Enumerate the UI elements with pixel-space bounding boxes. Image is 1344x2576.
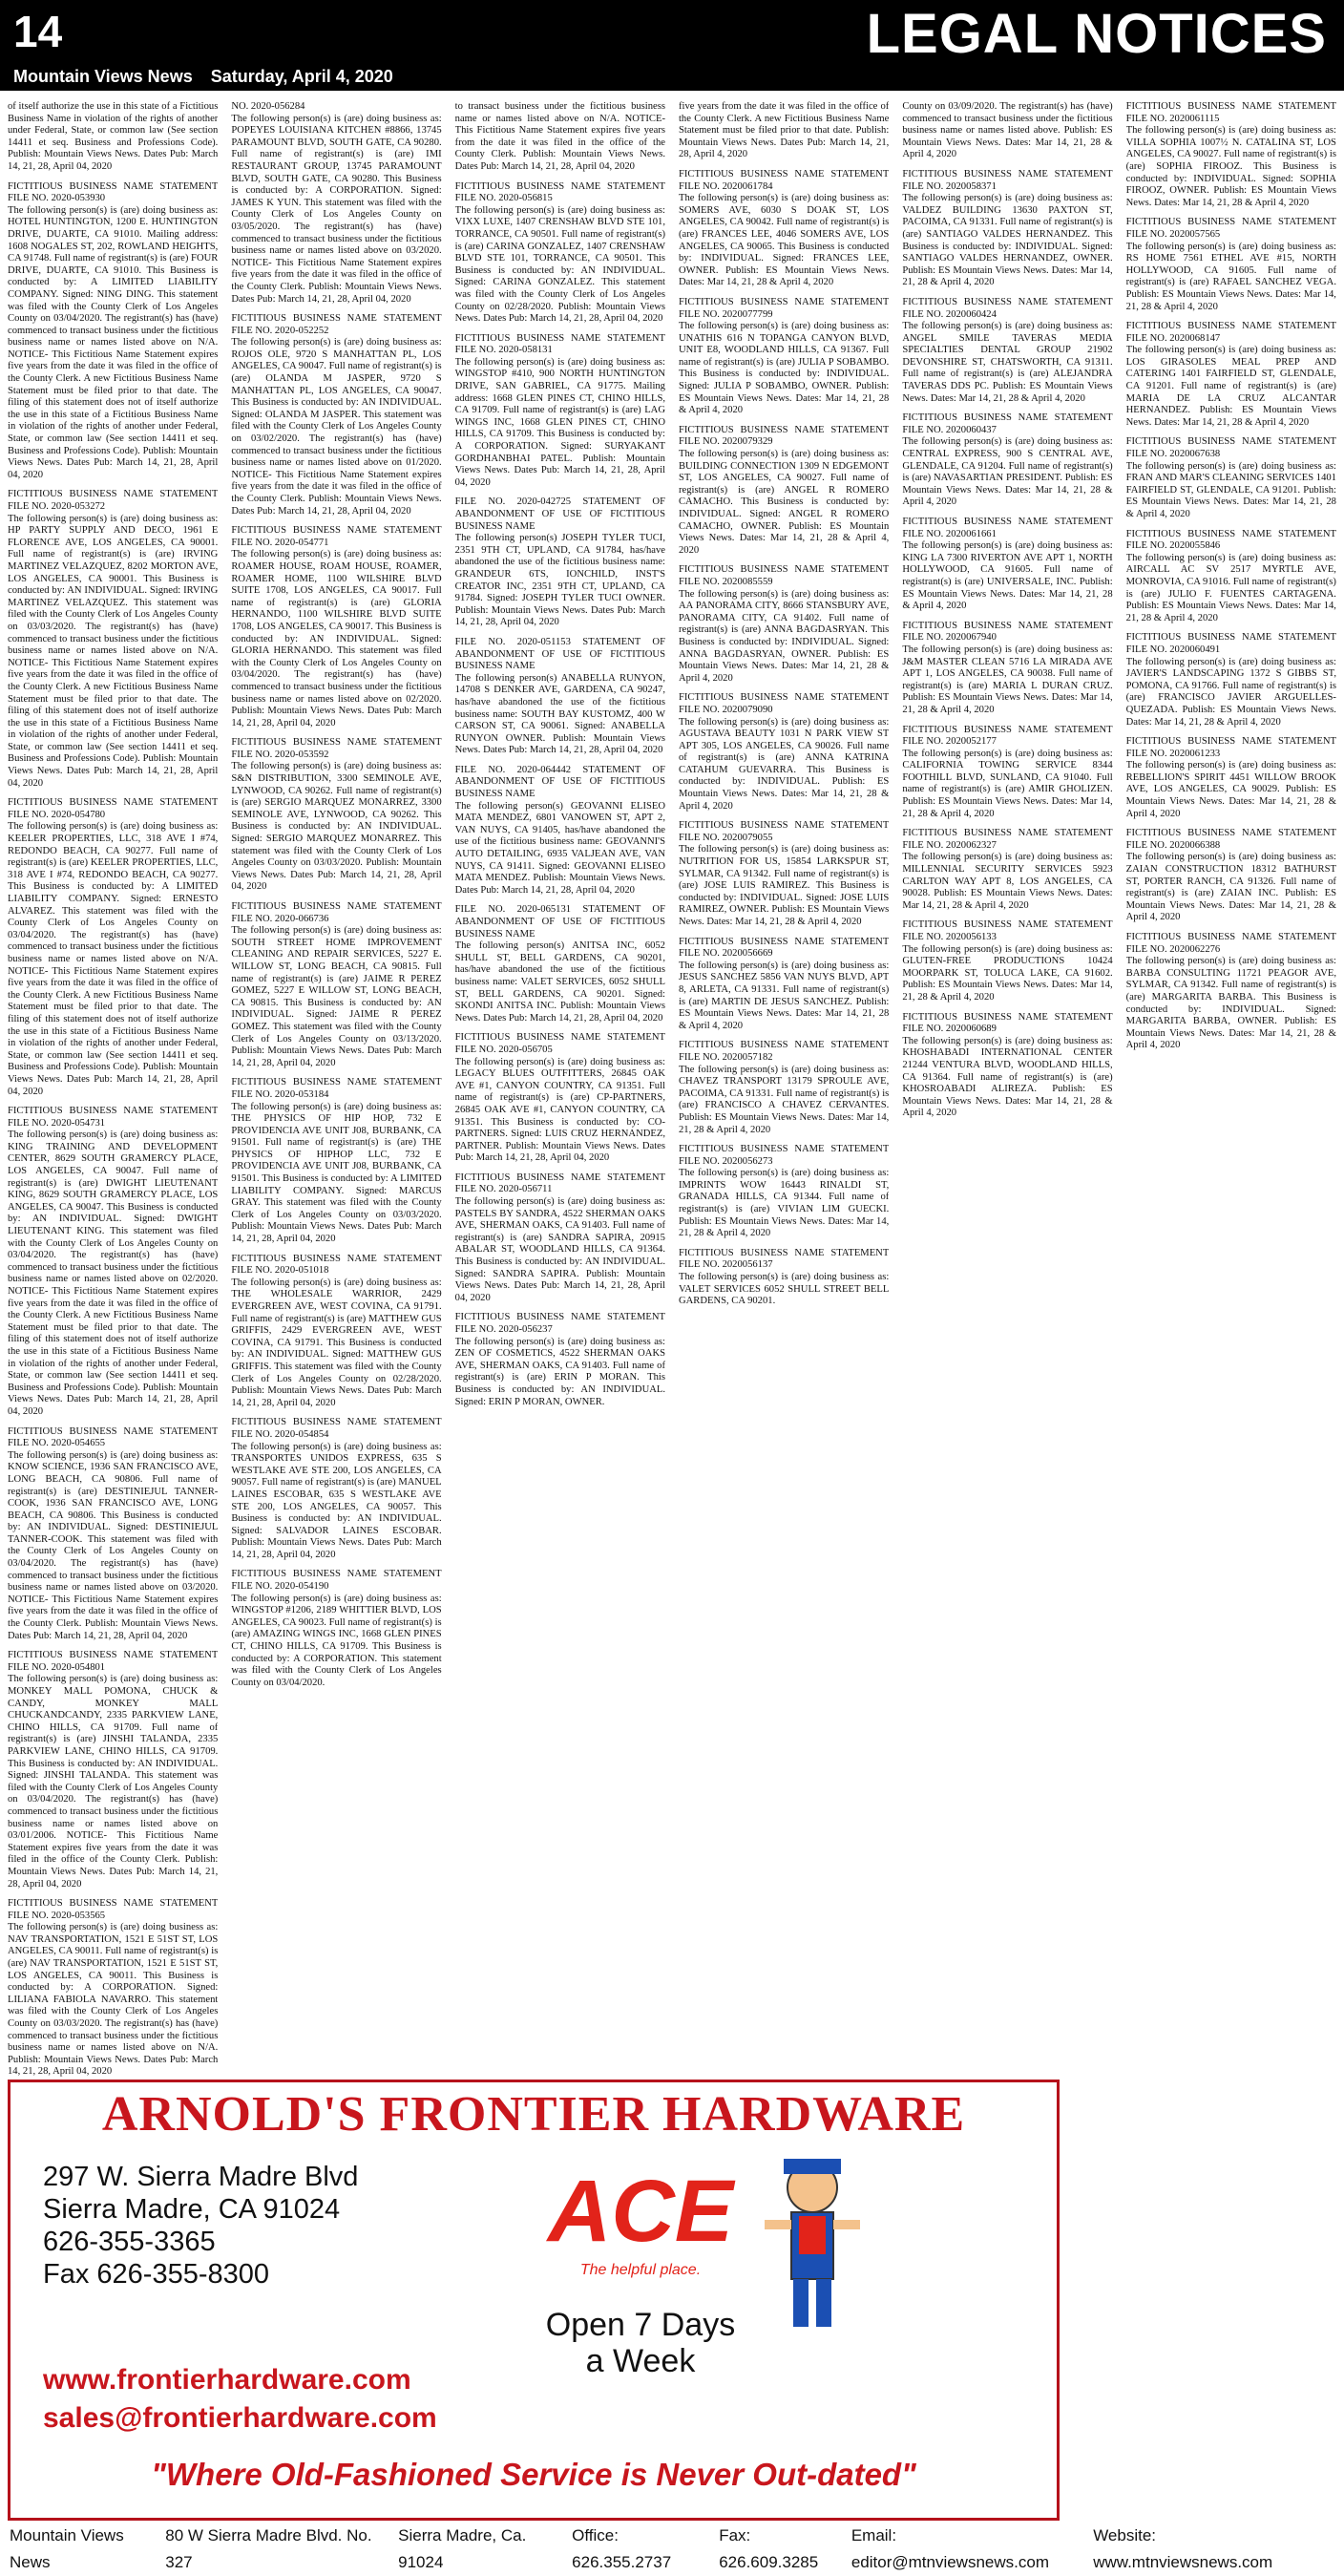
notice-body: The following person(s) is (are) doing business as: FRAN AND MAR'S CLEANING SERVICES 1401 FAIRFIELD ST, GLENDALE, CA 91201. Publish: ES Mountain Views News. Dates: Mar 14, 21, 28 & April 4, 2020 bbox=[1125, 460, 1336, 519]
notice-body: The following person(s) is (are) doing business as: REBELLION'S SPIRIT 4451 WILLOW BROOK AVE, LOS ANGELES, CA 90029. Publish: ES Mountain Views News. Dates: Mar 14, 21, 28 & April 4, 2020 bbox=[1125, 760, 1336, 819]
notice-body: The following person(s) is (are) doing business as: IMPRINTS WOW 16443 RINALDI ST, GRANADA HILLS, CA 91344. Full name of registrant(s) is (are) VIVIAN LIM GUECKI. Publish: ES Mountain Views News. Dates: Mar 14, 21, 28 & April 4, 2020 bbox=[678, 1168, 890, 1239]
notice-title: FICTITIOUS BUSINESS NAME STATEMENT FILE NO. 2020067940 bbox=[902, 620, 1113, 644]
notice-title: FICTITIOUS BUSINESS NAME STATEMENT FILE NO. 2020060437 bbox=[902, 412, 1113, 435]
notice-body: The following person(s) is (are) doing business as: NAV TRANSPORTATION, 1521 E 51ST ST, LOS ANGELES, CA 90011. Full name of registrant(s) is (are) NAV TRANSPORTATION, 1521 E 51ST ST, LOS ANGELES, CA 90011. This Business is conducted by: A CORPORATION. Signed: LILIANA FABIOLA NAVARRO. This statement was filed with the County Clerk of Los Angeles County on 03/03/2020. The registrant(s) has (have) commenced to transact business under the fictitious business name or names listed above on N/A. Publish: Mountain Views News. Dates Pub: March 14, 21, 28, April 04, 2020 bbox=[8, 1922, 219, 2078]
ad-hours bbox=[526, 2307, 755, 2379]
notice-body: The following person(s) is (are) doing business as: UNATHIS 616 N TOPANGA CANYON BLVD, UNIT E8, WOODLAND HILLS, CA 91367. Full name of registrant(s) is (are) JULIA P SOBAMBO. This Business is conducted by: INDIVIDUAL. Signed: JULIA P SOBAMBO, OWNER. Publish: ES Mountain Views News. Dates: Mar 14, 21, 28 & April 4, 2020 bbox=[678, 321, 890, 416]
notice-title: FICTITIOUS BUSINESS NAME STATEMENT FILE NO. 2020079090 bbox=[678, 692, 890, 715]
legal-notice bbox=[902, 297, 1112, 405]
legal-notice bbox=[231, 737, 441, 894]
ad-website-link[interactable]: www.frontierhardware.com bbox=[43, 2364, 411, 2396]
legal-notice bbox=[8, 1106, 218, 1418]
notice-title: FICTITIOUS BUSINESS NAME STATEMENT FILE NO. 2020067638 bbox=[1125, 436, 1336, 460]
notice-body: The following person(s) is (are) doing business as: WINGSTOP #1206, 2189 WHITTIER BLVD, LOS ANGELES, CA 90023. Full name of registrant(s) is (are) AMAZING WINGS INC, 1668 GLEN PINES CT, CHINO HILLS, CA 91709. This Business is conducted by: A CORPORATION. This statement was filed with the County Clerk of Los Angeles County on 03/04/2020. bbox=[231, 1593, 442, 1688]
ad-slogan: "Where Old-Fashioned Service is Never Out-dated" bbox=[151, 2457, 916, 2492]
legal-notice bbox=[679, 1040, 889, 1136]
notice-body: The following person(s) is (are) doing business as: CHAVEZ TRANSPORT 13179 SPROULE AVE, PACOIMA, CA 91331. Full name of registrant(s) is (are) FRANCISCO A CHAVEZ CERVANTES. Publish: ES Mountain Views News. Dates: Mar 14, 21, 28 & April 4, 2020 bbox=[678, 1064, 890, 1135]
notice-title: FICTITIOUS BUSINESS NAME STATEMENT FILE NO. 2020061661 bbox=[902, 517, 1113, 539]
legal-notice bbox=[679, 425, 889, 558]
legal-notice bbox=[8, 181, 218, 482]
legal-notice bbox=[902, 412, 1112, 509]
notice-title: FICTITIOUS BUSINESS NAME STATEMENT FILE NO. 2020-066736 bbox=[231, 901, 442, 924]
notice-title: FICTITIOUS BUSINESS NAME STATEMENT FILE NO. 2020057182 bbox=[678, 1040, 890, 1063]
issue-date: Saturday, April 4, 2020 bbox=[210, 67, 393, 86]
notice-title: FICTITIOUS BUSINESS NAME STATEMENT FILE NO. 2020-054731 bbox=[8, 1106, 219, 1129]
notice-body: The following person(s) is (are) doing business as: MILLENNIAL SECURITY SERVICES 5923 CARLTON WAY APT 8, LOS ANGELES, CA 90028. Publish: ES Mountain Views News. Dates: Mar 14, 21, 28 & April 4, 2020 bbox=[902, 852, 1113, 911]
notice-title: FICTITIOUS BUSINESS NAME STATEMENT FILE NO. 2020079055 bbox=[678, 820, 890, 843]
notice-title: FICTITIOUS BUSINESS NAME STATEMENT FILE NO. 2020-054854 bbox=[231, 1417, 442, 1440]
ad-phone: 626-355-3365 bbox=[43, 2227, 216, 2257]
ace-logo-text: ACE bbox=[547, 2163, 734, 2260]
hardware-advertisement bbox=[8, 2080, 1060, 2521]
legal-notice bbox=[902, 725, 1112, 821]
legal-notice bbox=[231, 901, 441, 1069]
legal-notice bbox=[231, 313, 441, 517]
masthead-line bbox=[13, 67, 407, 87]
notice-title: FILE NO. 2020-064442 STATEMENT OF ABANDONMENT OF USE OF FICTITIOUS BUSINESS NAME bbox=[454, 764, 665, 800]
notice-body: The following person(s) is (are) doing business as: KING TRAINING AND DEVELOPMENT CENTER, 8629 SOUTH GRAMERCY PLACE, LOS ANGELES, CA 90047. Full name of registrant(s) is (are) DWIGHT LIEUTENANT KING, 8629 SOUTH GRAMERCY PLACE, LOS ANGELES, CA 90047. This Business is conducted by: AN INDIVIDUAL. Signed: DWIGHT LIEUTENANT KING. This statement was filed with the County Clerk of Los Angeles County on 03/04/2020. The registrant(s) has (have) commenced to transact business under the fictitious business name or names listed above on 02/2020. NOTICE- This Fictitious Name Statement expires five years from the date it was filed in the office of the County Clerk. A new Fictitious Business Name Statement must be filed prior to that date. The filing of this statement does not of itself authorize the use in this state of a Fictitious Business Name in violation of the rights of another under Federal, State, or common law (See section 14411 et seq. Business and Professions Code). Publish: Mountain Views News. Dates Pub: March 14, 21, 28, April 04, 2020 bbox=[8, 1130, 219, 1417]
notice-title: FICTITIOUS BUSINESS NAME STATEMENT FILE NO. 2020061115 bbox=[1125, 101, 1336, 124]
notice-title: FICTITIOUS BUSINESS NAME STATEMENT FILE NO. 2020-051018 bbox=[231, 1253, 442, 1277]
notice-body: The following person(s) is (are) doing business as: KEELER PROPERTIES, LLC, 318 AVE I #74, REDONDO BEACH, CA 90277. Full name of registrant(s) is (are) KEELER PROPERTIES, LLC, 318 AVE I #74, REDONDO BEACH, CA 90277. This Business is conducted by: A LIMITED LIABILITY COMPANY. Signed: ERNESTO ALVAREZ. This statement was filed with the County Clerk of Los Angeles County on 03/04/2020. The registrant(s) has (have) commenced to transact business under the fictitious business name or names listed above on N/A. NOTICE- This Fictitious Name Statement expires five years from the date it was filed in the office of the County Clerk. A new Fictitious Business Name Statement must be filed prior to that date. The filing of this statement does not of itself authorize the use in this state of a Fictitious Business Name in violation of the rights of another under Federal, State, or common law (See section 14411 et seq. Business and Professions Code). Publish: Mountain Views News. Dates Pub: March 14, 21, 28, April 04, 2020 bbox=[8, 821, 219, 1097]
legal-notice bbox=[679, 169, 889, 289]
ad-hours-line2: a Week bbox=[585, 2343, 696, 2379]
legal-notice bbox=[455, 101, 665, 174]
footer-city: Sierra Madre, Ca. 91024 bbox=[398, 2526, 527, 2571]
notice-title: FICTITIOUS BUSINESS NAME STATEMENT FILE NO. 2020-053592 bbox=[231, 737, 442, 760]
notice-title: FICTITIOUS BUSINESS NAME STATEMENT FILE NO. 2020-054190 bbox=[231, 1569, 442, 1593]
notice-body: The following person(s) is (are) doing business as: JESUS SANCHEZ 5856 VAN NUYS BLVD, APT 8, ARLETA, CA 91331. Full name of registrant(s) is (are) MARTIN DE JESUS SANCHEZ. Publish: ES Mountain Views News. Dates: Mar 14, 21, 28 & April 4, 2020 bbox=[678, 960, 890, 1031]
legal-notice bbox=[679, 1248, 889, 1308]
notice-title: FICTITIOUS BUSINESS NAME STATEMENT FILE NO. 2020060689 bbox=[902, 1011, 1113, 1035]
notice-body: The following person(s) is (are) doing business as: THE PHYSICS OF HIP HOP, 732 E PROVIDENCIA AVE UNIT J08, BURBANK, CA 91501. Full name of registrant(s) is (are) THE PHYSICS OF HIPHOP LLC, 732 E PROVIDENCIA AVE UNIT J08, BURBANK, CA 91501. This Business is conducted by: A LIMITED LIABILITY COMPANY. Signed: MARCUS GRAY. This statement was filed with the County Clerk of Los Angeles County on 03/03/2020. Publish: Mountain Views News. Dates Pub: March 14, 21, 28, April 04, 2020 bbox=[231, 1101, 442, 1245]
notice-title: FICTITIOUS BUSINESS NAME STATEMENT FILE NO. 2020052177 bbox=[902, 724, 1113, 748]
legal-notice bbox=[8, 101, 218, 174]
section-title: LEGAL NOTICES bbox=[866, 3, 1327, 65]
notice-body: The following person(s) is (are) doing business as: AA PANORAMA CITY, 8666 STANSBURY AVE, PANORAMA CITY, CA 91402. Full name of registrant(s) is (are) ANNA BAGDASRYAN. This Business is conducted by: INDIVIDUAL. Signed: ANNA BAGDASRYAN, OWNER. Publish: ES Mountain Views News. Dates: Mar 14, 21, 28 & April 4, 2020 bbox=[678, 588, 890, 684]
mascot-icon bbox=[755, 2149, 870, 2340]
ad-address-line1: 297 W. Sierra Madre Blvd bbox=[43, 2162, 359, 2192]
footer-website[interactable]: Website: www.mtnviewsnews.com bbox=[1093, 2526, 1273, 2571]
ad-online bbox=[43, 2361, 437, 2438]
notice-title: FICTITIOUS BUSINESS NAME STATEMENT FILE NO. 2020-053565 bbox=[8, 1898, 219, 1921]
legal-notice bbox=[679, 1144, 889, 1240]
notice-body: The following person(s) is (are) doing business as: HOTEL HUNTINGTON, 1200 E. HUNTINGTON DRIVE, DUARTE, CA 91010. Mailing address: 1608 NOGALES ST, 202, ROWLAND HEIGHTS, CA 91748. Full name of registrant(s) is (are) FOUR DRIVE, DUARTE, CA 91010. This Business is conducted by: A LIMITED LIABILITY COMPANY. Signed: NING DING. This statement was filed with the County Clerk of Los Angeles County on 03/04/2020. The registrant(s) has (have) commenced to transact business under the fictitious business name or names listed above on N/A. NOTICE- This Fictitious Name Statement expires five years from the date it was filed in the office of the County Clerk. A new Fictitious Business Name Statement must be filed prior to that date. The filing of this statement does not of itself authorize the use in this state of a Fictitious Business Name in violation of the rights of another under Federal, State, or common law (See section 14411 et seq. Business and Professions Code). Publish: Mountain Views News. Dates Pub: March 14, 21, 28, April 04, 2020 bbox=[8, 204, 219, 480]
notice-title: FICTITIOUS BUSINESS NAME STATEMENT FILE NO. 2020060424 bbox=[902, 296, 1113, 320]
notice-body: five years from the date it was filed in the office of the County Clerk. A new Fictitious Business Name Statement must be filed prior to that date. Publish: Mountain Views News. Dates Pub: March 14, 21, 28, April 4, 2020 bbox=[678, 101, 890, 160]
notice-title: FICTITIOUS BUSINESS NAME STATEMENT FILE NO. 2020055846 bbox=[1125, 528, 1336, 552]
legal-notice bbox=[679, 692, 889, 813]
notice-title: FICTITIOUS BUSINESS NAME STATEMENT FILE NO. 2020068147 bbox=[1125, 321, 1336, 344]
legal-notice bbox=[902, 101, 1112, 161]
footer-email[interactable]: Email: editor@mtnviewsnews.com bbox=[850, 2526, 1049, 2571]
legal-notice bbox=[455, 496, 665, 629]
notice-column bbox=[679, 101, 889, 2078]
notice-title: FILE NO. 2020-065131 STATEMENT OF ABANDONMENT OF USE OF FICTITIOUS BUSINESS NAME bbox=[454, 904, 665, 940]
notice-title: FICTITIOUS BUSINESS NAME STATEMENT FILE NO. 2020085559 bbox=[678, 564, 890, 587]
legal-notice bbox=[231, 525, 441, 729]
notice-body: The following person(s) is (are) doing business as: PASTELS BY SANDRA, 4522 SHERMAN OAKS AVE, SHERMAN OAKS, CA 91403. Full name of registrant(s) is (are) SANDRA SAPIRA, 20915 ABALAR ST, WOODLAND HILLS, CA 91364. This Business is conducted by: AN INDIVIDUAL. Signed: SANDRA SAPIRA. Publish: Mountain Views News. Dates Pub: March 14, 21, 28, April 04, 2020 bbox=[454, 1196, 665, 1303]
ad-contact bbox=[43, 2161, 358, 2291]
notice-title: FICTITIOUS BUSINESS NAME STATEMENT FILE NO. 2020-053930 bbox=[8, 180, 219, 204]
notice-body: The following person(s) GEOVANNI ELISEO MATA MENDEZ, 6801 VANOWEN ST, APT 2, VAN NUYS, CA 91405, has/have abandoned the use of the fictitious business name: GEOVANNI'S AUTO DETAILING, 6935 VALJEAN AVE, VAN NUYS, CA 91411. Signed: GEOVANNI ELISEO MATA MENDEZ. Publish: Mountain Views News. Dates Pub: March 14, 21, 28, April 04, 2020 bbox=[454, 800, 665, 896]
notice-body: The following person(s) is (are) doing business as: ROAMER HOUSE, ROAM HOUSE, ROAMER, ROAMER HOME, 1100 WILSHIRE BLVD SUITE 1708, LOS ANGELES, CA 90017. Full name of registrant(s) is (are) GLORIA HERNANDO, 1100 WILSHIRE BLVD SUITE 1708, LOS ANGELES, CA 90017. This Business is conducted by: AN INDIVIDUAL. Signed: GLORIA HERNANDO. This statement was filed with the County Clerk of Los Angeles County on 03/04/2020. The registrant(s) has (have) commenced to transact business under the fictitious business name or names listed above on 02/2020. Publish: Mountain Views News. Dates Pub: March 14, 21, 28, April 04, 2020 bbox=[231, 549, 442, 728]
legal-notice bbox=[455, 181, 665, 326]
notice-title: FICTITIOUS BUSINESS NAME STATEMENT FILE NO. 2020056669 bbox=[678, 936, 890, 960]
notice-body: The following person(s) is (are) doing business as: AGUSTAVA BEAUTY 1031 N PARK VIEW ST APT 305, LOS ANGELES, CA 90026. Full name of registrant(s) is (are) ANNA KATRINA CATAHUM GUEVARRA. This Business is conducted by: INDIVIDUAL. Publish: ES Mountain Views News. Dates: Mar 14, 21, 28 & April 4, 2020 bbox=[678, 716, 890, 812]
notice-body: The following person(s) is (are) doing business as: LOS GIRASOLES MEAL PREP AND CATERING 1401 FAIRFIELD ST, GLENDALE, CA 91201. Full name of registrant(s) is (are) MARIA DE LA CRUZ ALCANTAR HERNANDEZ. Publish: ES Mountain Views News. Dates: Mar 14, 21, 28 & April 4, 2020 bbox=[1125, 345, 1336, 428]
notice-body: The following person(s) is (are) doing business as: BUILDING CONNECTION 1309 N EDGEMONT ST, LOS ANGELES, CA 90027. Full name of registrant(s) is (are) ANGEL R ROMERO CAMACHO. This Business is conducted by: INDIVIDUAL. Signed: ANGEL R ROMERO CAMACHO, OWNER. Publish: ES Mountain Views News. Dates: Mar 14, 21, 28 & April 4, 2020 bbox=[678, 449, 890, 556]
notice-column bbox=[231, 101, 441, 2078]
notice-body: The following person(s) ANITSA INC, 6052 SHULL ST, BELL GARDENS, CA 90201, has/have abandoned the use of the fictitious business name: VALET SERVICES, 6052 SHULL ST, BELL GARDENS, CA 90201. Signed: SKONDI ANITSA INC. Publish: Mountain Views News. Dates Pub: March 14, 21, 28, April 04, 2020 bbox=[454, 940, 665, 1024]
notice-title: FICTITIOUS BUSINESS NAME STATEMENT FILE NO. 2020056137 bbox=[678, 1247, 890, 1271]
legal-notice bbox=[679, 564, 889, 685]
ace-tagline: The helpful place. bbox=[579, 2262, 702, 2278]
notice-body: The following person(s) is (are) doing business as: ANGEL SMILE TAVERAS MEDIA SPECIALTIES DENTAL GROUP 21902 DEVONSHIRE ST, CHATSWORTH, CA 91311. Full name of registrant(s) is (are) ALEJANDRA TAVERAS DDS PC. Publish: ES Mountain Views News. Dates: Mar 14, 21, 28 & April 4, 2020 bbox=[902, 321, 1113, 404]
legal-notice bbox=[902, 517, 1112, 613]
notice-body: The following person(s) is (are) doing business as: VALDEZ BUILDING 13630 PAXTON ST, PACOIMA, CA 91331. Full name of registrant(s) is (are) SANTIAGO VALDES HERNANDEZ. This Business is conducted by: INDIVIDUAL. Signed: SANTIAGO VALDES HERNANDEZ, OWNER. Publish: ES Mountain Views News. Dates: Mar 14, 21, 28 & April 4, 2020 bbox=[902, 193, 1113, 288]
legal-notice bbox=[455, 637, 665, 757]
notice-body: The following person(s) is (are) doing business as: S&N DISTRIBUTION, 3300 SEMINOLE AVE, LYNWOOD, CA 90262. Full name of registrant(s) is (are) SERGIO MARQUEZ MONARREZ, 3300 SEMINOLE AVE, LYNWOOD, CA 90262. This Business is conducted by: AN INDIVIDUAL. Signed: SERGIO MARQUEZ MONARREZ. This statement was filed with the County Clerk of Los Angeles County on 03/03/2020. Publish: Mountain Views News. Dates Pub: March 14, 21, 28, April 04, 2020 bbox=[231, 761, 442, 893]
legal-notice bbox=[455, 1032, 665, 1165]
notice-title: FICTITIOUS BUSINESS NAME STATEMENT FILE NO. 2020062276 bbox=[1125, 932, 1336, 955]
notice-title: FICTITIOUS BUSINESS NAME STATEMENT FILE NO. 2020060491 bbox=[1125, 632, 1336, 655]
ad-fax: Fax 626-355-8300 bbox=[43, 2259, 269, 2290]
legal-notice bbox=[1126, 828, 1336, 924]
notice-title: FICTITIOUS BUSINESS NAME STATEMENT FILE NO. 2020-053272 bbox=[8, 489, 219, 512]
footer-address: 80 W Sierra Madre Blvd. No. 327 bbox=[165, 2526, 372, 2571]
legal-notice bbox=[1126, 217, 1336, 313]
legal-notice bbox=[1126, 632, 1336, 728]
notice-body: The following person(s) is (are) doing business as: KNOW SCIENCE, 1936 SAN FRANCISCO AVE, LONG BEACH, CA 90806. Full name of registrant(s) is (are) DESTINIEJUL TANNER-COOK, 1936 SAN FRANCISCO AVE, LONG BEACH, CA 90806. This Business is conducted by: AN INDIVIDUAL. Signed: DESTINIEJUL TANNER-COOK. This statement was filed with the County Clerk of Los Angeles County on 03/04/2020. The registrant(s) has (have) commenced to transact business under the fictitious business name or names listed above on 03/2020. NOTICE- This Fictitious Name Statement expires five years from the date it was filed in the office of the County Clerk. Publish: Mountain Views News. Dates Pub: March 14, 21, 28, April 04, 2020 bbox=[8, 1449, 219, 1641]
notice-body: The following person(s) is (are) doing business as: VALET SERVICES 6052 SHULL STREET BELL GARDENS, CA 90201. bbox=[678, 1272, 890, 1307]
legal-notice bbox=[902, 621, 1112, 717]
legal-notice bbox=[455, 1172, 665, 1305]
legal-notice bbox=[455, 333, 665, 490]
ace-logo bbox=[545, 2159, 736, 2302]
notice-title: FICTITIOUS BUSINESS NAME STATEMENT FILE NO. 2020-053184 bbox=[231, 1077, 442, 1100]
notice-title: FICTITIOUS BUSINESS NAME STATEMENT FILE NO. 2020-054771 bbox=[231, 525, 442, 548]
notice-column bbox=[902, 101, 1112, 2078]
legal-notice bbox=[455, 765, 665, 897]
legal-notice bbox=[1126, 736, 1336, 820]
legal-notice bbox=[679, 820, 889, 928]
notice-body: The following person(s) is (are) doing business as: VILLA SOPHIA 1007½ N. CATALINA ST, LOS ANGELES, CA 90027. Full name of registrant(s) is (are) SOPHIA FIROOZ. This Business is conducted by: INDIVIDUAL. Signed: SOPHIA FIROOZ, OWNER. Publish: ES Mountain Views News. Dates: Mar 14, 21, 28 & April 4, 2020 bbox=[1125, 125, 1336, 208]
notice-title: FICTITIOUS BUSINESS NAME STATEMENT FILE NO. 2020066388 bbox=[1125, 828, 1336, 851]
notice-body: The following person(s) is (are) doing business as: ZEN OF COSMETICS, 4522 SHERMAN OAKS AVE, SHERMAN OAKS, CA 91403. Full name of registrant(s) is (are) ERIN P MORAN. This Business is conducted by: AN INDIVIDUAL. Signed: ERIN P MORAN, OWNER. bbox=[454, 1336, 665, 1407]
legal-notice bbox=[679, 297, 889, 417]
notice-body: The following person(s) is (are) doing business as: SOUTH STREET HOME IMPROVEMENT CLEANING AND REPAIR SERVICES, 5227 E. WILLOW ST, LONG BEACH, CA 90815. Full name of registrant(s) is (are) JAIME R PEREZ GOMEZ, 5227 E WILLOW ST, LONG BEACH, CA 90815. This Business is conducted by: AN INDIVIDUAL. Signed: JAIME R PEREZ GOMEZ. This statement was filed with the County Clerk of Los Angeles County on 03/13/2020. Publish: Mountain Views News. Dates Pub: March 14, 21, 28, April 04, 2020 bbox=[231, 925, 442, 1068]
legal-notice bbox=[8, 1650, 218, 1890]
notice-title: FICTITIOUS BUSINESS NAME STATEMENT FILE NO. 2020077799 bbox=[678, 296, 890, 320]
legal-notice bbox=[231, 1417, 441, 1561]
page-header bbox=[0, 0, 1344, 91]
legal-notice bbox=[455, 1312, 665, 1408]
notice-body: The following person(s) is (are) doing business as: ZAIAN CONSTRUCTION 18312 BATHURST ST, PORTER RANCH, CA 91326. Full name of registrant(s) is (are) ZAIAN INC. Publish: ES Mountain Views News. Dates: Mar 14, 21, 28 & April 4, 2020 bbox=[1125, 852, 1336, 923]
notice-title: FICTITIOUS BUSINESS NAME STATEMENT FILE NO. 2020061233 bbox=[1125, 736, 1336, 759]
notice-title: FICTITIOUS BUSINESS NAME STATEMENT FILE NO. 2020057565 bbox=[1125, 217, 1336, 240]
notice-title: FICTITIOUS BUSINESS NAME STATEMENT FILE NO. 2020-054780 bbox=[8, 797, 219, 820]
legal-notice bbox=[8, 1426, 218, 1643]
legal-notice bbox=[231, 1569, 441, 1689]
notice-title: FICTITIOUS BUSINESS NAME STATEMENT FILE NO. 2020-056815 bbox=[454, 180, 665, 204]
notice-body: The following person(s) ANABELLA RUNYON, 14708 S DENKER AVE, GARDENA, CA 90247, has/have abandoned the use of the fictitious business name: SOUTH BAY KUSTOMZ, 400 W CARSON ST, CA 90061. Signed: ANABELLA RUNYON OWNER. Publish: Mountain Views News. Dates Pub: March 14, 21, 28, April 04, 2020 bbox=[454, 672, 665, 756]
legal-notice bbox=[679, 937, 889, 1033]
legal-notice bbox=[902, 828, 1112, 912]
notice-body: The following person(s) is (are) doing business as: J&M MASTER CLEAN 5716 LA MIRADA AVE APT 1, LOS ANGELES, CA 90038. Full name of registrant(s) is (are) MARIA L DURAN CRUZ. Publish: ES Mountain Views News. Dates: Mar 14, 21, 28 & April 4, 2020 bbox=[902, 644, 1113, 715]
notice-body: The following person(s) is (are) doing business as: HP PARTY SUPPLY AND DECO, 1961 E FLORENCE AVE, LOS ANGELES, CA 90001. Full name of registrant(s) is (are) IRVING MARTINEZ VELAZQUEZ, 8202 MORTON AVE, LOS ANGELES, CA 90001. This Business is conducted by: AN INDIVIDUAL. Signed: IRVING MARTINEZ VELAZQUEZ. This statement was filed with the County Clerk of Los Angeles County on 03/03/2020. The registrant(s) has (have) commenced to transact business under the fictitious business name or names listed above on N/A. NOTICE- This Fictitious Name Statement expires five years from the date it was filed in the office of the County Clerk. A new Fictitious Business Name Statement must be filed prior to that date. The filing of this statement does not of itself authorize the use in this state of a Fictitious Business Name in violation of the rights of another under Federal, State, or common law (See section 14411 et seq. Business and Professions Code). Publish: Mountain Views News. Dates Pub: March 14, 21, 28, April 04, 2020 bbox=[8, 513, 219, 789]
notice-body: The following person(s) JOSEPH TYLER TUCI, 2351 9TH CT, UPLAND, CA 91784, has/have abandoned the use of the fictitious business name: GRANDEUR 6TS, IONCHILD, INST'S CREATOR INC, 2351 9TH CT, UPLAND, CA 91784. Signed: JOSEPH TYLER TUCI OWNER. Publish: Mountain Views News. Dates Pub: March 14, 21, 28, April 04, 2020 bbox=[454, 533, 665, 628]
legal-notice bbox=[231, 101, 441, 306]
notice-title: FICTITIOUS BUSINESS NAME STATEMENT FILE NO. 2020-058131 bbox=[454, 332, 665, 356]
legal-notice bbox=[231, 1254, 441, 1410]
ad-title: ARNOLD'S FRONTIER HARDWARE bbox=[101, 2087, 966, 2142]
legal-notice bbox=[8, 1898, 218, 2078]
ad-email-link[interactable]: sales@frontierhardware.com bbox=[43, 2402, 437, 2434]
footer-publication: Mountain Views News bbox=[10, 2526, 124, 2571]
page-number: 14 bbox=[13, 7, 63, 56]
notice-body: The following person(s) is (are) doing business as: THE WHOLESALE WARRIOR, 2429 EVERGREEN AVE, WEST COVINA, CA 91791. Full name of registrant(s) is (are) MATTHEW GUS GRIFFIS, 2429 EVERGREEN AVE, WEST COVINA, CA 91791. This Business is conducted by: AN INDIVIDUAL. Signed: MATTHEW GUS GRIFFIS. This statement was filed with the County Clerk of Los Angeles County on 02/28/2020. Publish: Mountain Views News. Dates Pub: March 14, 21, 28, April 04, 2020 bbox=[231, 1277, 442, 1408]
legal-notice bbox=[1126, 101, 1336, 209]
notice-title: FICTITIOUS BUSINESS NAME STATEMENT FILE NO. 2020062327 bbox=[902, 828, 1113, 851]
legal-notice bbox=[1126, 932, 1336, 1052]
notice-title: FILE NO. 2020-051153 STATEMENT OF ABANDONMENT OF USE OF FICTITIOUS BUSINESS NAME bbox=[454, 636, 665, 672]
legal-notice bbox=[231, 1077, 441, 1245]
notice-body: The following person(s) is (are) doing business as: TRANSPORTES UNIDOS EXPRESS, 635 S WESTLAKE AVE STE 200, LOS ANGELES, CA 90057. Full name of registrant(s) is (are) MANUEL LAINES ESCOBAR, 635 S WESTLAKE AVE STE 200, LOS ANGELES, CA 90057. This Business is conducted by: AN INDIVIDUAL. Signed: SALVADOR LAINES ESCOBAR. Publish: Mountain Views News. Dates Pub: March 14, 21, 28, April 04, 2020 bbox=[231, 1441, 442, 1560]
notice-title: FICTITIOUS BUSINESS NAME STATEMENT FILE NO. 2020-054655 bbox=[8, 1425, 219, 1449]
legal-notice bbox=[455, 904, 665, 1024]
legal-notice bbox=[902, 1012, 1112, 1120]
footer-office-phone: Office: 626.355.2737 bbox=[572, 2526, 672, 2571]
notice-title: FICTITIOUS BUSINESS NAME STATEMENT FILE NO. 2020-052252 bbox=[231, 313, 442, 336]
legal-notice bbox=[679, 101, 889, 161]
publication-name: Mountain Views News bbox=[13, 67, 193, 86]
notice-title: NO. 2020-056284 bbox=[231, 101, 305, 112]
notice-title: FICTITIOUS BUSINESS NAME STATEMENT FILE NO. 2020056133 bbox=[902, 919, 1113, 942]
notice-body: to transact business under the fictitious business name or names listed above on N/A. NOTICE- This Fictitious Name Statement expires five years from the date it was filed in the office of the County Clerk. Publish: Mountain Views News. Dates Pub: March 14, 21, 28, April 04, 2020 bbox=[454, 101, 665, 172]
ad-hours-line1: Open 7 Days bbox=[545, 2307, 736, 2343]
notice-body: The following person(s) is (are) doing business as: KING LA 7300 RIVERTON AVE APT 1, NORTH HOLLYWOOD, CA 91605. Full name of registrant(s) is (are) UNIVERSALE, INC. Publish: ES Mountain Views News. Dates: Mar 14, 21, 28 & April 4, 2020 bbox=[902, 540, 1113, 612]
legal-notice bbox=[902, 919, 1112, 1003]
notice-body: The following person(s) is (are) doing business as: SOMERS AVE, 6030 S DOAK ST, LOS ANGELES, CA 90042. Full name of registrant(s) is (are) FRANCES LEE, 4046 SOMERS AVE, LOS ANGELES, CA 90065. This Business is conducted by: INDIVIDUAL. Signed: FRANCES LEE, OWNER. Publish: ES Mountain Views News. Dates: Mar 14, 21, 28 & April 4, 2020 bbox=[678, 193, 890, 288]
notice-body: The following person(s) is (are) doing business as: JAVIER'S LANDSCAPING 1372 S GIBBS ST, POMONA, CA 91766. Full name of registrant(s) is (are) FRANCISCO JAVIER ARGUELLES-QUEZADA. Publish: ES Mountain Views News. Dates: Mar 14, 21, 28 & April 4, 2020 bbox=[1125, 656, 1336, 728]
legal-notice bbox=[902, 169, 1112, 289]
notice-title: FICTITIOUS BUSINESS NAME STATEMENT FILE NO. 2020056273 bbox=[678, 1144, 890, 1167]
notice-body: The following person(s) is (are) doing business as: RS HOME 7561 ETHEL AVE #15, NORTH HOLLYWOOD, CA 91605. Full name of registrant(s) is (are) RAFAEL SANCHEZ VEGA. Publish: ES Mountain Views News. Dates: Mar 14, 21, 28 & April 4, 2020 bbox=[1125, 241, 1336, 312]
notices-columns bbox=[8, 101, 1336, 2078]
notice-body: The following person(s) is (are) doing business as: POPEYES LOUISIANA KITCHEN #8866, 13745 PARAMOUNT BLVD, SOUTH GATE, CA 90280. Full name of registrant(s) is (are) IMI RESTAURANT GROUP, 13745 PARAMOUNT BLVD, SOUTH GATE, CA 90280. This Business is conducted by: A CORPORATION. Signed: JAMES K YUN. This statement was filed with the County Clerk of Los Angeles County on 03/05/2020. The registrant(s) has (have) commenced to transact business under the fictitious business name or names listed above on 03/2020. NOTICE- This Fictitious Name Statement expires five years from the date it was filed in the office of the County Clerk. Publish: Mountain Views News. Dates Pub: March 14, 21, 28, April 04, 2020 bbox=[231, 113, 442, 305]
notice-body: The following person(s) is (are) doing business as: BARBA CONSULTING 11721 PEAGOR AVE, SYLMAR, CA 91342. Full name of registrant(s) is (are) MARGARITA BARBA. This Business is conducted by: INDIVIDUAL. Signed: MARGARITA BARBA, OWNER. Publish: ES Mountain Views News. Dates: Mar 14, 21, 28 & April 4, 2020 bbox=[1125, 956, 1336, 1051]
ad-address-line2: Sierra Madre, CA 91024 bbox=[43, 2194, 341, 2225]
notice-title: FILE NO. 2020-042725 STATEMENT OF ABANDONMENT OF USE OF FICTITIOUS BUSINESS NAME bbox=[454, 496, 665, 532]
notice-body: The following person(s) is (are) doing business as: VIXX LUXE, 1407 CRENSHAW BLVD STE 101, TORRANCE, CA 90501. Full name of registrant(s) is (are) CARINA GONZALEZ, 1407 CRENSHAW BLVD STE 101, TORRANCE, CA 90501. This Business is conducted by: AN INDIVIDUAL. Signed: CARINA GONZALEZ. This statement was filed with the County Clerk of Los Angeles County on 02/28/2020. Publish: Mountain Views News. Dates Pub: March 14, 21, 28, April 04, 2020 bbox=[454, 204, 665, 325]
notice-body: The following person(s) is (are) doing business as: CALIFORNIA TOWING SERVICE 8344 FOOTHILL BLVD, SUNLAND, CA 91040. Full name of registrant(s) is (are) AMIR GHOLIZEN. Publish: ES Mountain Views News. Dates: Mar 14, 21, 28 & April 4, 2020 bbox=[902, 748, 1113, 819]
notice-body: The following person(s) is (are) doing business as: LEGACY BLUES OUTFITTERS, 26845 OAK AVE #1, CANYON COUNTRY, CA 91351. Full name of registrant(s) is (are) CP-PARTNERS, 26845 OAK AVE #1, CANYON COUNTRY, CA 91351. This Business is conducted by: CO-PARTNERS. Signed: LUIS CRUZ HERNANDEZ, PARTNER. Publish: Mountain Views News. Dates Pub: March 14, 21, 28, April 04, 2020 bbox=[454, 1056, 665, 1164]
footer-fax: Fax: 626.609.3285 bbox=[719, 2526, 819, 2571]
notice-body: The following person(s) is (are) doing business as: AIRCALL AC SV 2517 MYRTLE AVE, MONROVIA, CA 91016. Full name of registrant(s) is (are) JULIO F. FUENTES CARTAGENA. Publish: ES Mountain Views News. Dates: Mar 14, 21, 28 & April 4, 2020 bbox=[1125, 552, 1336, 623]
notice-title: FICTITIOUS BUSINESS NAME STATEMENT FILE NO. 2020079329 bbox=[678, 424, 890, 448]
notice-title: FICTITIOUS BUSINESS NAME STATEMENT FILE NO. 2020-056711 bbox=[454, 1172, 665, 1195]
legal-notice bbox=[8, 489, 218, 790]
notice-body: County on 03/09/2020. The registrant(s) has (have) commenced to transact business under the fictitious business name or names listed above. Publish: ES Mountain Views News. Dates: Mar 14, 21, 28 & April 4, 2020 bbox=[902, 101, 1113, 160]
notice-title: FICTITIOUS BUSINESS NAME STATEMENT FILE NO. 2020-054801 bbox=[8, 1650, 219, 1673]
notice-body: The following person(s) is (are) doing business as: WINGSTOP #410, 900 NORTH HUNTINGTON DRIVE, SAN GABRIEL, CA 91775. Mailing address: 1668 GLEN PINES CT, CHINO HILLS, CA 91709. Full name of registrant(s) is (are) LAG WINGS INC, 1668 GLEN PINES CT, CHINO HILLS, CA 91709. This Business is conducted by: A CORPORATION. Signed: SURYAKANT GORDHANBHAI PATEL. Publish: Mountain Views News. Dates Pub: March 14, 21, 28, April 04, 2020 bbox=[454, 356, 665, 488]
notice-body: The following person(s) is (are) doing business as: NUTRITION FOR US, 15854 LARKSPUR ST, SYLMAR, CA 91342. Full name of registrant(s) is (are) JOSE LUIS RAMIREZ. This Business is conducted by: INDIVIDUAL. Signed: JOSE LUIS RAMIREZ, OWNER. Publish: ES Mountain Views News. Dates: Mar 14, 21, 28 & April 4, 2020 bbox=[678, 844, 890, 927]
notice-body: The following person(s) is (are) doing business as: MONKEY MALL POMONA, CHUCK & CANDY, MONKEY MALL CHUCKANDCANDY, 2335 PARKVIEW LANE, CHINO HILLS, CA 91709. Full name of registrant(s) is (are) JINSHI TALANDA, 2335 PARKVIEW LANE, CHINO HILLS, CA 91709. This Business is conducted by: AN INDIVIDUAL. Signed: JINSHI TALANDA. This statement was filed with the County Clerk of Los Angeles County on 03/04/2020. The registrant(s) has (have) commenced to transact business under the fictitious business name or names listed above on 03/01/2006. NOTICE- This Fictitious Name Statement expires five years from the date it was filed in the office of the County Clerk. Publish: Mountain Views News. Dates Pub: March 14, 21, 28, April 04, 2020 bbox=[8, 1674, 219, 1890]
legal-notice bbox=[8, 797, 218, 1098]
page-footer bbox=[0, 2523, 1344, 2571]
notice-body: The following person(s) is (are) doing business as: GLUTEN-FREE PRODUCTIONS 10424 MOORPARK ST, TOLUCA LAKE, CA 91602. Publish: ES Mountain Views News. Dates: Mar 14, 21, 28 & April 4, 2020 bbox=[902, 943, 1113, 1003]
notice-body: The following person(s) is (are) doing business as: KHOSHABADI INTERNATIONAL CENTER 21244 VENTURA BLVD, WOODLAND HILLS, CA 91364. Full name of registrant(s) is (are) KHOSROABADI ALIREZA. Publish: ES Mountain Views News. Dates: Mar 14, 21, 28 & April 4, 2020 bbox=[902, 1035, 1113, 1119]
notice-body: The following person(s) is (are) doing business as: CENTRAL EXPRESS, 900 S CENTRAL AVE, GLENDALE, CA 91204. Full name of registrant(s) is (are) NAVASARTIAN PRESIDENT. Publish: ES Mountain Views News. Dates: Mar 14, 21, 28 & April 4, 2020 bbox=[902, 436, 1113, 508]
notice-body: of itself authorize the use in this state of a Fictitious Business Name in violation of the rights of another under Federal, State, or common law (See section 14411 et seq. Business and Professions Code). Publish: Mountain Views News. Dates Pub: March 14, 21, 28, April 04, 2020 bbox=[8, 101, 219, 172]
notice-title: FICTITIOUS BUSINESS NAME STATEMENT FILE NO. 2020058371 bbox=[902, 168, 1113, 192]
notice-title: FICTITIOUS BUSINESS NAME STATEMENT FILE NO. 2020-056237 bbox=[454, 1312, 665, 1335]
legal-notice bbox=[1126, 436, 1336, 520]
legal-notice bbox=[1126, 321, 1336, 429]
notice-body: The following person(s) is (are) doing business as: ROJOS OLE, 9720 S MANHATTAN PL, LOS ANGELES, CA 90047. Full name of registrant(s) is (are) OLANDA M JASPER, 9720 S MANHATTAN PL, LOS ANGELES, CA 90047. This Business is conducted by: AN INDIVIDUAL. Signed: OLANDA M JASPER. This statement was filed with the County Clerk of Los Angeles County on 03/02/2020. The registrant(s) has (have) commenced to transact business under the fictitious business name or names listed above on 01/2020. NOTICE- This Fictitious Name Statement expires five years from the date it was filed in the office of the County Clerk. Publish: Mountain Views News. Dates Pub: March 14, 21, 28, April 04, 2020 bbox=[231, 337, 442, 517]
legal-notice bbox=[1126, 529, 1336, 625]
notice-title: FICTITIOUS BUSINESS NAME STATEMENT FILE NO. 2020-056705 bbox=[454, 1032, 665, 1055]
notice-column bbox=[8, 101, 218, 2078]
notice-column bbox=[455, 101, 665, 2078]
notice-title: FICTITIOUS BUSINESS NAME STATEMENT FILE NO. 2020061784 bbox=[678, 168, 890, 192]
notice-column bbox=[1126, 101, 1336, 2078]
